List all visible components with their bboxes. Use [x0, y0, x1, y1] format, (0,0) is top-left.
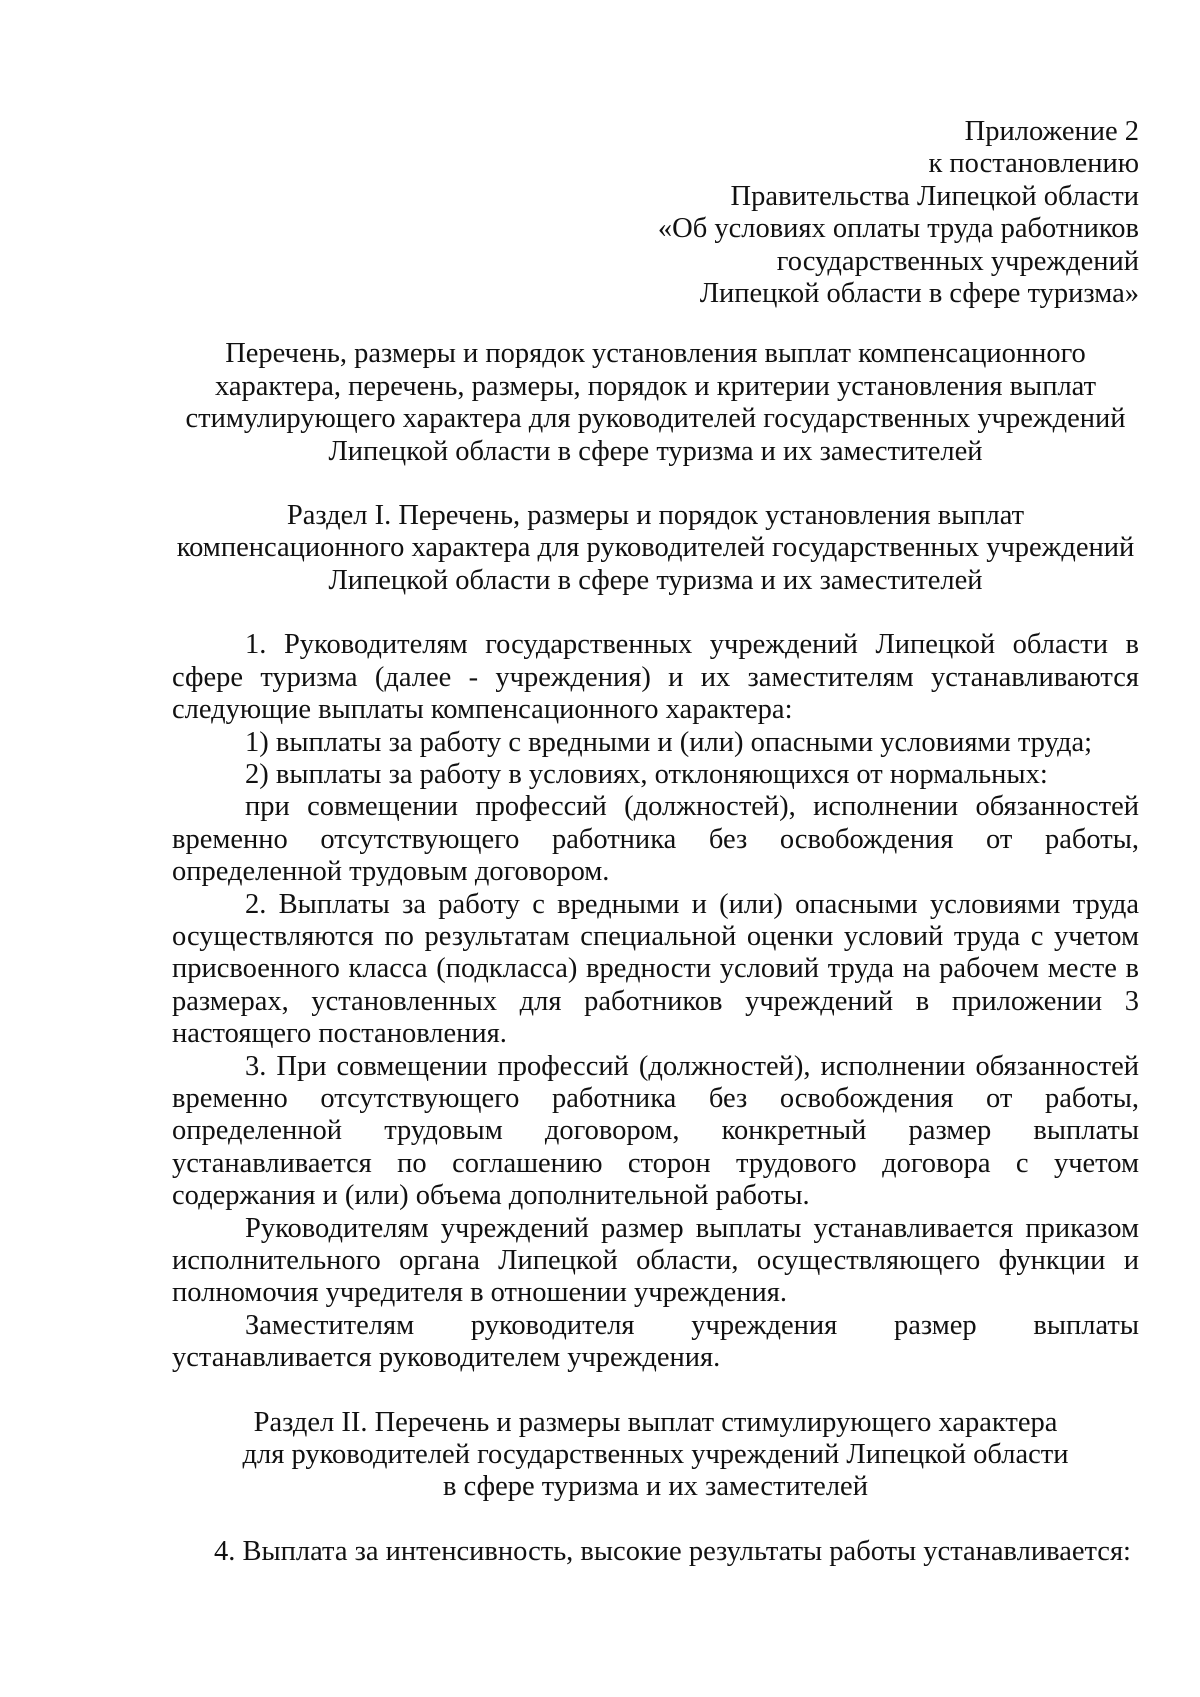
- title-line: Липецкой области в сфере туризма и их заместителей: [328, 435, 983, 467]
- appendix-line: Правительства Липецкой области: [730, 180, 1139, 212]
- appendix-reference: [172, 116, 1139, 310]
- paragraph: Руководителям учреждений размер выплаты устанавливается приказом исполнительного органа Липецкой области, осуществляющего функции и полномочия учредителя в отношении учреждения.: [172, 1212, 1139, 1309]
- section-heading-line: для руководителей государственных учреждений Липецкой области: [242, 1439, 1069, 1471]
- document-page: [172, 116, 1139, 1568]
- title-line: стимулирующего характера для руководителей государственных учреждений: [185, 403, 1126, 435]
- section-1-heading: [172, 500, 1139, 597]
- list-item: 2) выплаты за работу в условиях, отклоняющихся от нормальных:: [245, 758, 1048, 790]
- paragraph: 2. Выплаты за работу с вредными и (или) опасными условиями труда осуществляются по результатам специальной оценки условий труда с учетом присвоенного класса (подкласса) вредности условий труда на рабочем месте в размерах, установленных для работников учреждений в приложении 3 настоящего постановления.: [172, 888, 1139, 1050]
- appendix-line: к постановлению: [928, 148, 1139, 180]
- section-heading-line: компенсационного характера для руководителей государственных учреждений: [176, 532, 1135, 564]
- paragraph: Заместителям руководителя учреждения размер выплаты устанавливается руководителем учреждения.: [172, 1309, 1139, 1374]
- section-heading-line: в сфере туризма и их заместителей: [443, 1471, 868, 1503]
- title-line: Перечень, размеры и порядок установления выплат компенсационного: [225, 338, 1086, 370]
- title-line: характера, перечень, размеры, порядок и критерии установления выплат: [214, 370, 1097, 402]
- appendix-line: государственных учреждений: [776, 245, 1139, 277]
- paragraph: при совмещении профессий (должностей), исполнении обязанностей временно отсутствующего работника без освобождения от работы, определенной трудовым договором.: [172, 791, 1139, 888]
- appendix-line: «Об условиях оплаты труда работников: [657, 213, 1139, 245]
- paragraph: 1. Руководителям государственных учреждений Липецкой области в сфере туризма (далее - учреждения) и их заместителям устанавливаются следующие выплаты компенсационного характера:: [172, 629, 1139, 726]
- document-title: [172, 338, 1139, 468]
- paragraph: 3. При совмещении профессий (должностей), исполнении обязанностей временно отсутствующего работника без освобождения от работы, определенной трудовым договором, конкретный размер выплаты устанавливается по соглашению сторон трудового договора с учетом содержания и (или) объема дополнительной работы.: [172, 1050, 1139, 1212]
- appendix-line: Липецкой области в сфере туризма»: [699, 278, 1139, 310]
- list-item: 1) выплаты за работу с вредными и (или) опасными условиями труда;: [245, 726, 1093, 758]
- paragraph: 4. Выплата за интенсивность, высокие результаты работы устанавливается:: [214, 1535, 1131, 1567]
- section-2-heading: [172, 1407, 1139, 1504]
- appendix-line: Приложение 2: [964, 116, 1139, 147]
- section-1-body: [172, 629, 1139, 1374]
- section-heading-line: Раздел II. Перечень и размеры выплат стимулирующего характера: [253, 1406, 1058, 1438]
- section-heading-line: Раздел I. Перечень, размеры и порядок установления выплат: [286, 500, 1025, 532]
- section-heading-line: Липецкой области в сфере туризма и их заместителей: [328, 564, 983, 596]
